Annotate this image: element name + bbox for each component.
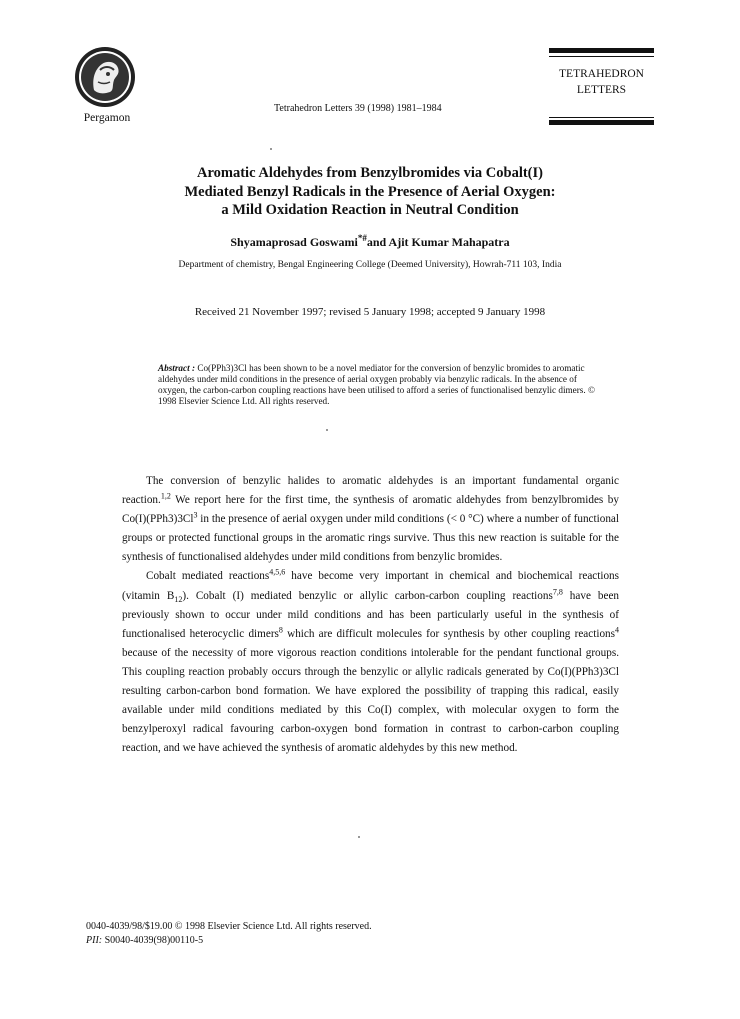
paragraph-1 [122, 472, 619, 567]
body-text [122, 472, 619, 758]
author-2: and Ajit Kumar Mahapatra [366, 235, 510, 249]
p2-ref-4: 4 [615, 625, 619, 635]
author-1: Shyamaprosad Goswami [230, 235, 358, 249]
footer [86, 920, 372, 948]
header-rule-thin-bottom [549, 117, 654, 118]
p1-text-c: in the presence of aerial oxygen under mild conditions (< 0 °C) where a number of functional groups or protected functional groups in the aromatic rings survive. Thus this new reaction is suitable for the synthesis of functionalised aldehydes under mild conditions from benzylic bromides. [122, 513, 619, 564]
footer-copyright: 0040-4039/98/$19.00 © 1998 Elsevier Science Ltd. All rights reserved. [86, 921, 372, 932]
article-title [120, 164, 620, 220]
abstract-text: Co(PPh3)3Cl has been shown to be a novel mediator for the conversion of benzylic bromides to aromatic aldehydes under mild conditions in the presence of aerial oxygen probably via benzylic radicals. In the absence of oxygen, the carbon-carbon coupling reactions have been utilised to afford a series of functionalised benzylic dimers. [158, 363, 586, 395]
p2-ref-2: 7,8 [552, 586, 563, 596]
journal-citation: Tetrahedron Letters 39 (1998) 1981–1984 [274, 103, 442, 114]
p1-text-b: We report here for the first time, the synthesis of aromatic aldehydes from benzylbromides by Co(I)(PPh3)3Cl [122, 494, 619, 526]
pii-label: PII: [86, 935, 103, 946]
publisher-name: Pergamon [83, 112, 131, 124]
paragraph-2 [122, 567, 619, 758]
header-rule-thick [549, 48, 654, 53]
abstract-copyright: © 1998 Elsevier Science Ltd. All rights reserved. [158, 385, 595, 406]
author-1-marks: *# [357, 233, 367, 243]
pergamon-logo-icon [74, 46, 136, 108]
header-rule-thin [549, 56, 654, 57]
scan-speck [326, 429, 328, 431]
journal-name [549, 66, 654, 98]
footer-pii [86, 934, 372, 948]
abstract-label: Abstract : [158, 363, 196, 373]
p2-text-d: have been previously shown to occur under mild conditions and has been particularly useful in the synthesis of functionalised heterocyclic dimers [122, 589, 620, 640]
p2-text-c: ). Cobalt (I) mediated benzylic or allylic carbon-carbon coupling reactions [182, 589, 553, 602]
p2-ref-3: 8 [278, 625, 283, 635]
title-line-3: a Mild Oxidation Reaction in Neutral Condition [221, 202, 519, 218]
scan-speck [358, 836, 360, 838]
p2-text-f: because of the necessity of more vigorous reaction conditions intolerable for the pendant functional groups. This coupling reaction probably occurs through the benzylic or allylic radicals generated by Co(I)(PPh3)3Cl resulting carbon-carbon bond formation. We have explored the possibility of trapping this radical, easily available under mild conditions mediated by this Co(I) complex, with molecular oxygen to form the benzylperoxyl radical favouring carbon-oxygen bond formation in contrast to carbon-carbon coupling reaction, and we have achieved the synthesis of aromatic aldehydes by this new method. [122, 646, 619, 755]
pii-value: S0040-4039(98)00110-5 [102, 935, 204, 946]
scan-speck [270, 148, 272, 150]
abstract [158, 363, 598, 407]
journal-name-line2: LETTERS [576, 84, 627, 96]
author-list [120, 233, 620, 250]
p1-ref-2: 3 [193, 510, 198, 520]
journal-name-line1: TETRAHEDRON [559, 68, 644, 80]
p2-ref-1: 4,5,6 [269, 567, 286, 577]
p2-text-a: Cobalt mediated reactions [146, 570, 270, 583]
header-rule-thick-bottom [549, 120, 654, 125]
p2-text-b: have become very important in chemical and biochemical reactions (vitamin B [122, 570, 620, 602]
received-dates: Received 21 November 1997; revised 5 January 1998; accepted 9 January 1998 [194, 306, 546, 318]
p1-ref-1: 1,2 [160, 491, 171, 501]
p2-subscript: 12 [174, 594, 183, 604]
title-line-2: Mediated Benzyl Radicals in the Presence of Aerial Oxygen: [184, 183, 556, 200]
p2-text-e: which are difficult molecules for synthesis by other coupling reactions [282, 627, 615, 640]
title-line-1: Aromatic Aldehydes from Benzylbromides via Cobalt(I) [197, 165, 543, 181]
p1-text-a: The conversion of benzylic halides to aromatic aldehydes is an important fundamental organic reaction. [122, 475, 619, 507]
affiliation: Department of chemistry, Bengal Engineering College (Deemed University), Howrah-711 103, India [178, 260, 562, 270]
